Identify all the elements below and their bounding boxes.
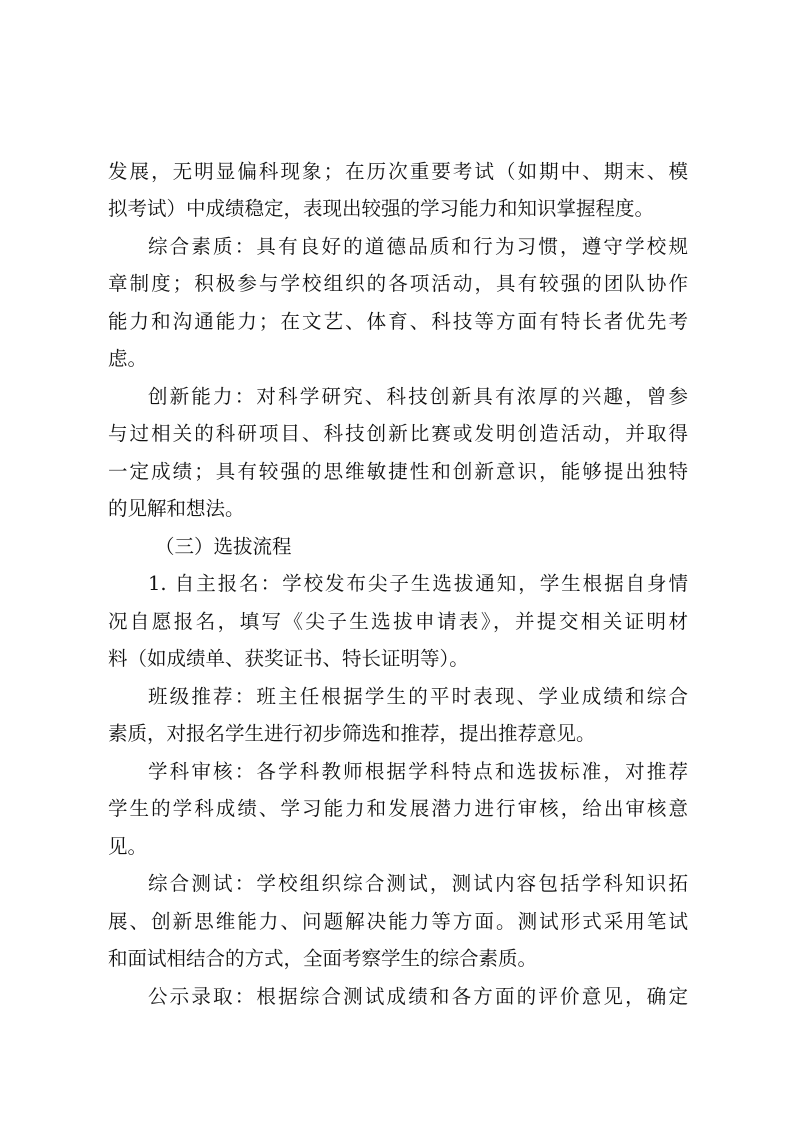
paragraph-line: 展、创新思维能力、问题解决能力等方面。测试形式采用笔试: [108, 910, 688, 933]
paragraph-line: 料（如成绩单、获奖证书、特长证明等）。: [108, 647, 469, 670]
paragraph-line: 发展，无明显偏科现象；在历次重要考试（如期中、期末、模: [108, 160, 688, 183]
paragraph-line: 综合测试：学校组织综合测试，测试内容包括学科知识拓: [148, 872, 688, 895]
paragraph-line: 班级推荐：班主任根据学生的平时表现、学业成绩和综合: [148, 685, 688, 708]
paragraph-line: 一定成绩；具有较强的思维敏捷性和创新意识，能够提出独特: [108, 460, 688, 483]
paragraph-line: 学生的学科成绩、学习能力和发展潜力进行审核，给出审核意: [108, 797, 688, 820]
paragraph-line: 学科审核：各学科教师根据学科特点和选拔标准，对推荐: [148, 760, 688, 783]
paragraph-line: 拟考试）中成绩稳定，表现出较强的学习能力和知识掌握程度。: [108, 197, 655, 220]
paragraph-line: 和面试相结合的方式，全面考察学生的综合素质。: [108, 947, 538, 970]
paragraph-line: 能力和沟通能力；在文艺、体育、科技等方面有特长者优先考: [108, 310, 688, 333]
paragraph-line: 综合素质：具有良好的道德品质和行为习惯，遵守学校规: [148, 235, 688, 258]
paragraph-line: 素质，对报名学生进行初步筛选和推荐，提出推荐意见。: [108, 722, 596, 745]
paragraph-line: 章制度；积极参与学校组织的各项活动，具有较强的团队协作: [108, 272, 688, 295]
paragraph-line: 见。: [108, 835, 148, 858]
paragraph-line: 况自愿报名，填写《尖子生选拔申请表》，并提交相关证明材: [108, 610, 688, 633]
paragraph-line: 虑。: [108, 347, 148, 370]
paragraph-line: 公示录取：根据综合测试成绩和各方面的评价意见，确定: [148, 985, 688, 1008]
paragraph-line: 1. 自主报名：学校发布尖子生选拔通知，学生根据自身情: [148, 572, 688, 595]
paragraph-line: 的见解和想法。: [108, 497, 245, 520]
paragraph-line: 与过相关的科研项目、科技创新比赛或发明创造活动，并取得: [108, 422, 688, 445]
section-heading: （三）选拔流程: [155, 535, 292, 558]
paragraph-line: 创新能力：对科学研究、科技创新具有浓厚的兴趣，曾参: [148, 385, 688, 408]
